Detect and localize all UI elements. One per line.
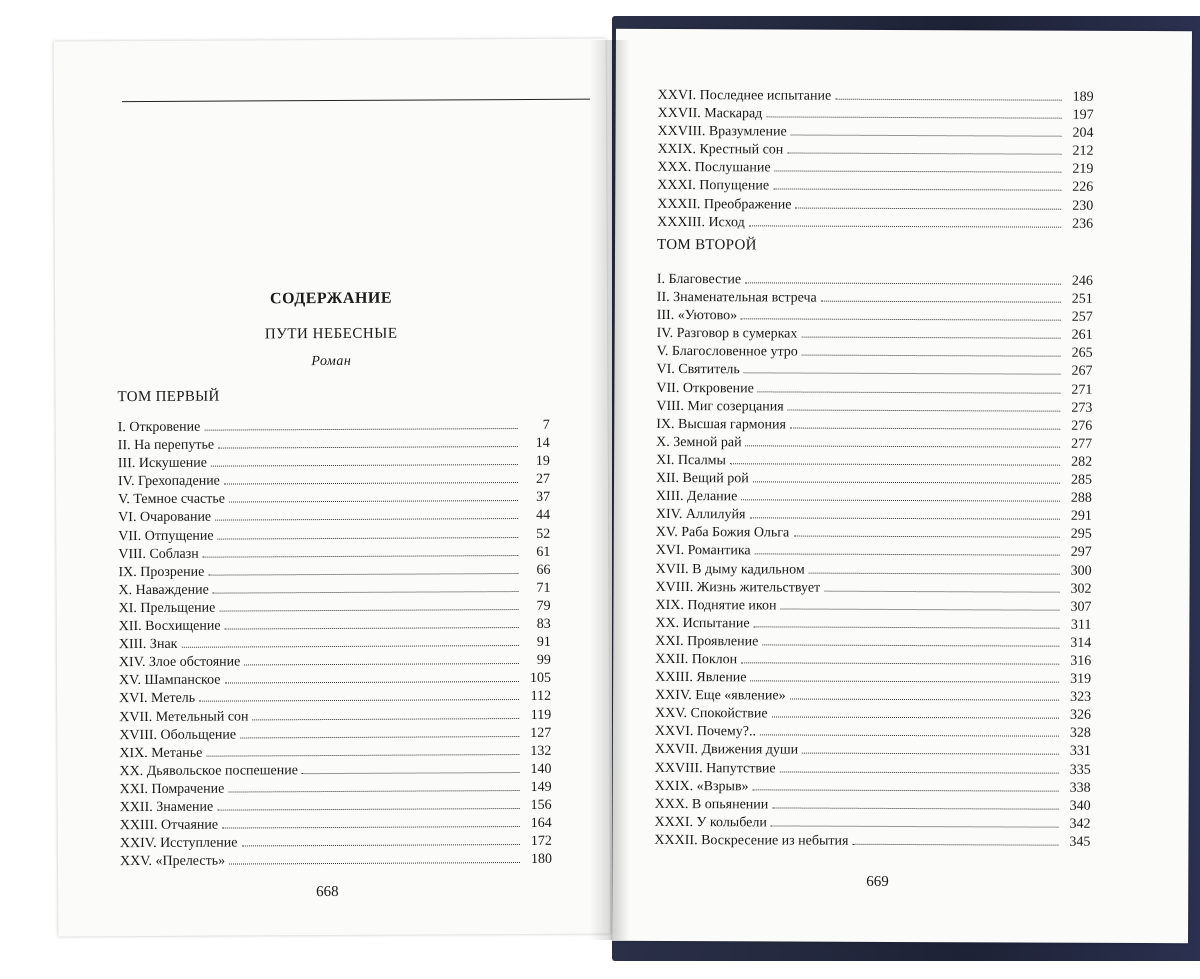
right-page: [612, 29, 1192, 944]
toc-entry: [657, 159, 1093, 179]
toc-entry-page: 127: [530, 725, 552, 741]
dot-leader: [852, 843, 1058, 846]
dot-leader: [749, 517, 1059, 520]
toc-entry-page: 44: [536, 508, 551, 524]
toc-entry-title: XXI. Помрачение: [119, 781, 225, 797]
toc-entry-title: XXIV. Исступление: [119, 835, 238, 852]
dot-leader: [181, 644, 518, 648]
toc-entry-page: 219: [1072, 162, 1094, 178]
dot-leader: [749, 224, 1061, 227]
dot-leader: [211, 463, 518, 467]
toc-entry: [119, 761, 551, 781]
toc-entry-page: 140: [530, 761, 552, 777]
toc-entry-page: 156: [530, 797, 552, 813]
toc-entry-page: 52: [536, 526, 551, 542]
toc-entry-title: XIX. Метанье: [119, 745, 203, 761]
toc-entry-page: 251: [1071, 291, 1093, 307]
dot-leader: [758, 390, 1061, 393]
toc-entry-page: 276: [1071, 418, 1093, 434]
toc-entry-title: XV. Шампанское: [118, 672, 221, 689]
toc-entry: [654, 832, 1090, 852]
toc-entry-page: 246: [1071, 273, 1093, 289]
dot-leader: [821, 300, 1061, 303]
toc-entry-page: 302: [1070, 581, 1092, 597]
dot-leader: [753, 788, 1059, 791]
toc-entry-page: 338: [1069, 780, 1091, 796]
toc-entry-page: 226: [1072, 180, 1094, 196]
toc-entry-page: 112: [530, 689, 552, 705]
dot-leader: [208, 572, 518, 576]
toc-entry-title: XII. Вещий рой: [655, 470, 749, 487]
toc-entry-title: XXXII. Воскресение из небытия: [654, 832, 849, 849]
toc-entry: [119, 743, 551, 763]
dot-leader: [802, 354, 1061, 357]
toc-entry-page: 164: [530, 815, 552, 832]
toc-entry: [655, 687, 1091, 707]
toc-entry: [655, 597, 1091, 617]
dot-leader: [753, 480, 1060, 483]
dot-leader: [218, 445, 518, 449]
dot-leader: [222, 825, 520, 829]
toc-entry-title: XV. Раба Божия Ольга: [655, 525, 790, 541]
toc-entry: [120, 833, 552, 853]
toc-entry-page: 323: [1070, 689, 1092, 705]
toc-entry-title: VIII. Соблазн: [118, 546, 199, 562]
toc-entry: [657, 271, 1093, 291]
toc-entry-page: 291: [1070, 508, 1092, 525]
toc-entry-title: XXIX. Крестный сон: [657, 142, 784, 158]
dot-leader: [755, 553, 1060, 556]
toc-entry: [656, 470, 1092, 490]
toc-entry-page: 197: [1072, 107, 1094, 123]
toc-entry: [654, 814, 1090, 834]
toc-entry-title: II. На перепутье: [117, 437, 215, 454]
toc-entry-title: I. Благовестие: [656, 271, 742, 288]
toc-entry: [655, 615, 1091, 635]
toc-entry-page: 79: [536, 598, 551, 614]
dot-leader: [217, 807, 519, 811]
toc-entry: [118, 453, 550, 473]
dot-leader: [787, 152, 1061, 155]
dot-leader: [225, 626, 519, 630]
dot-leader: [730, 462, 1060, 465]
toc-entry-page: 282: [1071, 454, 1093, 470]
dot-leader: [244, 662, 519, 665]
toc-entry: [655, 669, 1091, 689]
dot-leader: [204, 427, 517, 431]
toc-entry: [118, 525, 550, 545]
toc-entry: [118, 435, 550, 455]
toc-entry-title: XXII. Поклон: [655, 651, 738, 668]
toc-entry-page: 14: [535, 435, 550, 452]
toc-entry: [119, 670, 551, 690]
dot-leader: [746, 444, 1061, 447]
toc-entry-title: III. Искушение: [117, 455, 208, 472]
toc-entry-title: XXIII. Отчаяние: [119, 817, 219, 834]
toc-entry-page: 19: [535, 454, 550, 470]
toc-entry: [118, 544, 550, 564]
toc-entry-page: 180: [530, 852, 552, 868]
toc-entry: [119, 706, 551, 726]
toc-entry-page: 295: [1070, 527, 1092, 543]
left-page: [54, 39, 611, 937]
toc-entry: [655, 633, 1091, 653]
toc-entry-page: 314: [1070, 635, 1092, 651]
dot-leader: [253, 717, 520, 720]
toc-entry-page: 271: [1071, 382, 1093, 398]
toc-entry-page: 326: [1069, 707, 1092, 724]
toc-entry-page: 230: [1072, 198, 1094, 214]
toc-entry-page: 37: [536, 490, 551, 506]
dot-leader: [760, 734, 1059, 737]
toc-entry-page: 297: [1070, 545, 1092, 561]
toc-entry-title: XXX. Послушание: [657, 160, 771, 176]
toc-entry-page: 340: [1069, 798, 1091, 814]
toc-entry-title: V. Благословенное утро: [656, 344, 798, 360]
toc-entry-page: 331: [1069, 744, 1091, 760]
dot-leader: [203, 554, 519, 558]
dot-leader: [741, 661, 1059, 664]
toc-entry-title: XXV. Спокойствие: [654, 706, 768, 722]
toc-entry-title: XXXIII. Исход: [657, 214, 745, 230]
toc-entry-title: XXI. Проявление: [655, 633, 759, 650]
toc-entry: [656, 560, 1092, 580]
toc-entry-title: IX. Прозрение: [118, 564, 205, 580]
toc-entry-page: 71: [536, 580, 551, 596]
dot-leader: [771, 824, 1059, 827]
toc-entry-title: XXVII. Движения души: [654, 742, 799, 758]
toc-entry: [658, 105, 1094, 125]
toc-list-volume-one: [118, 417, 552, 872]
dot-leader: [775, 170, 1062, 173]
toc-entry-page: 61: [536, 544, 551, 560]
dot-leader: [219, 608, 518, 612]
toc-entry: [655, 741, 1091, 761]
toc-entry: [655, 651, 1091, 671]
toc-entry: [119, 652, 551, 672]
toc-list-volume-two: [654, 271, 1093, 852]
dot-leader: [766, 115, 1061, 118]
toc-entry-title: XXIX. «Взрыв»: [654, 778, 749, 794]
toc-entry: [120, 797, 552, 817]
dot-leader: [754, 625, 1060, 628]
toc-entry-page: 189: [1072, 89, 1094, 105]
toc-entry-page: 273: [1071, 400, 1093, 416]
toc-entry: [119, 616, 551, 636]
toc-entry-title: III. «Уютово»: [656, 308, 738, 324]
toc-entry-title: II. Знаменательная встреча: [656, 290, 817, 306]
toc-entry: [118, 417, 550, 437]
toc-entry: [656, 506, 1092, 526]
dot-leader: [228, 789, 519, 793]
toc-entry-page: 300: [1070, 563, 1092, 579]
dot-leader: [824, 589, 1059, 592]
dot-leader: [772, 806, 1058, 809]
toc-entry: [655, 705, 1091, 725]
dot-leader: [225, 680, 520, 684]
toc-entry: [120, 851, 552, 871]
dot-leader: [741, 498, 1060, 501]
dot-leader: [745, 281, 1061, 284]
toc-entry-page: 335: [1069, 762, 1091, 778]
toc-entry-title: V. Темное счастье: [118, 491, 226, 508]
toc-entry-title: IV. Грехопадение: [117, 473, 220, 490]
toc-entry-page: 257: [1071, 309, 1093, 326]
toc-entry: [656, 416, 1092, 436]
toc-entry-title: XXX. В опьянении: [654, 796, 769, 813]
toc-entry: [657, 177, 1093, 197]
toc-entry-title: XXIII. Явление: [655, 669, 747, 686]
novel-title: ПУТИ НЕБЕСНЫЕ: [264, 325, 398, 343]
dot-leader: [781, 607, 1060, 610]
toc-entry: [656, 524, 1092, 544]
dot-leader: [835, 98, 1061, 101]
volume-two-title: ТОМ ВТОРОЙ: [657, 236, 757, 254]
toc-entry-page: 285: [1070, 472, 1093, 488]
toc-entry: [656, 361, 1092, 381]
toc-entry-title: XXVI. Почему?..: [654, 724, 757, 740]
toc-entry-page: 204: [1072, 125, 1094, 142]
toc-entry: [655, 778, 1091, 798]
toc-entry-title: XVI. Романтика: [655, 543, 751, 559]
toc-entry: [657, 195, 1093, 215]
dot-leader: [206, 753, 519, 757]
toc-entry: [119, 634, 551, 654]
toc-entry-page: 342: [1069, 816, 1091, 832]
toc-entry-title: XXVIII. Напутствие: [654, 760, 776, 776]
toc-entry-title: XX. Дьявольское поспешение: [119, 762, 298, 779]
dot-leader: [809, 571, 1060, 574]
toc-entry-page: 99: [536, 653, 551, 669]
dot-leader: [741, 317, 1061, 320]
contents-heading: СОДЕРЖАНИЕ: [269, 289, 393, 308]
toc-entry: [656, 488, 1092, 508]
toc-entry: [657, 289, 1093, 309]
toc-entry: [118, 580, 550, 600]
toc-entry-page: 267: [1071, 364, 1093, 380]
toc-entry-title: I. Откровение: [117, 419, 201, 436]
toc-entry: [118, 562, 550, 582]
toc-entry: [118, 489, 550, 509]
toc-entry-title: X. Наваждение: [118, 582, 209, 598]
dot-leader: [224, 481, 518, 485]
toc-entry-title: XXXI. Попущение: [657, 178, 770, 194]
volume-one-title: ТОМ ПЕРВЫЙ: [117, 388, 220, 406]
dot-leader: [788, 408, 1061, 411]
dot-leader: [772, 716, 1059, 719]
dot-leader: [780, 770, 1059, 773]
dot-leader: [762, 643, 1059, 646]
toc-entry-title: VIII. Миг созерцания: [656, 398, 784, 415]
toc-entry-title: XXXII. Преображение: [657, 196, 792, 213]
toc-entry: [657, 307, 1093, 327]
toc-entry-page: 91: [536, 634, 551, 651]
toc-entry: [656, 398, 1092, 418]
dot-leader: [218, 536, 519, 540]
toc-entry-title: XXVI. Последнее испытание: [657, 87, 832, 104]
toc-entry-page: 149: [530, 779, 552, 795]
toc-entry-title: VI. Очарование: [118, 510, 212, 526]
toc-entry: [655, 723, 1091, 743]
toc-entry-title: XI. Псалмы: [656, 452, 727, 469]
toc-entry-title: XVI. Метель: [119, 691, 196, 707]
toc-entry-page: 119: [530, 707, 552, 723]
dot-leader: [773, 188, 1061, 191]
dot-leader: [793, 535, 1060, 538]
toc-entry-page: 307: [1070, 599, 1092, 615]
toc-entry: [656, 379, 1092, 399]
toc-list-volume-one-continued: [657, 87, 1094, 234]
toc-entry-title: XI. Прельщение: [118, 600, 216, 617]
toc-entry-title: XXII. Знамение: [119, 799, 214, 816]
toc-entry: [656, 579, 1092, 599]
dot-leader: [229, 499, 518, 503]
dot-leader: [751, 679, 1060, 682]
toc-entry: [118, 471, 550, 491]
toc-entry-title: XVIII. Жизнь жительствует: [655, 579, 821, 596]
toc-entry: [658, 123, 1094, 143]
toc-entry-page: 261: [1071, 328, 1093, 344]
toc-entry-title: VII. Отпущение: [118, 528, 214, 544]
toc-entry-title: XXVII. Маскарад: [657, 106, 763, 122]
toc-entry: [119, 598, 551, 618]
toc-entry-page: 345: [1069, 834, 1091, 850]
toc-entry: [657, 325, 1093, 345]
toc-entry-title: X. Земной рай: [656, 434, 742, 451]
top-rule: [122, 99, 590, 102]
toc-entry-page: 319: [1070, 671, 1092, 687]
dot-leader: [801, 336, 1060, 339]
dot-leader: [791, 134, 1062, 137]
genre-label: Роман: [311, 353, 352, 370]
toc-entry-page: 316: [1070, 653, 1092, 669]
toc-entry: [657, 141, 1093, 161]
dot-leader: [790, 426, 1060, 429]
toc-entry-title: VII. Откровение: [656, 380, 754, 396]
toc-entry: [655, 796, 1091, 816]
toc-entry-title: XIII. Знак: [118, 636, 178, 653]
toc-entry-page: 236: [1072, 216, 1094, 232]
dot-leader: [790, 698, 1060, 701]
toc-entry-title: XVII. В дыму кадильном: [655, 561, 805, 578]
dot-leader: [240, 735, 519, 738]
toc-entry: [118, 507, 550, 527]
toc-entry-title: XIV. Аллилуйя: [655, 507, 746, 523]
toc-entry-title: XVII. Метельный сон: [119, 708, 249, 725]
toc-entry-page: 328: [1069, 726, 1091, 742]
toc-entry-title: XXV. «Прелесть»: [119, 853, 226, 870]
toc-entry-page: 172: [530, 834, 552, 850]
toc-entry-title: XX. Испытание: [655, 615, 750, 632]
toc-entry-page: 66: [536, 562, 551, 578]
toc-entry-title: IV. Разговор в сумерках: [656, 326, 798, 342]
toc-entry: [656, 542, 1092, 562]
toc-entry: [120, 815, 552, 835]
toc-entry-title: XII. Восхищение: [118, 618, 221, 635]
page-number-right: 669: [866, 873, 889, 890]
toc-entry-title: XXVIII. Вразумление: [657, 124, 787, 140]
toc-entry: [655, 759, 1091, 779]
dot-leader: [795, 206, 1061, 209]
dot-leader: [302, 771, 520, 774]
dot-leader: [213, 590, 519, 594]
dot-leader: [802, 752, 1059, 755]
toc-entry-title: XXXI. У колыбели: [654, 814, 767, 831]
toc-entry-title: VI. Святитель: [656, 362, 740, 378]
toc-entry-title: IX. Высшая гармония: [656, 416, 787, 433]
toc-entry: [119, 688, 551, 708]
toc-entry-page: 7: [542, 417, 550, 433]
dot-leader: [229, 861, 520, 865]
toc-entry-page: 265: [1071, 346, 1093, 362]
toc-entry-page: 105: [529, 671, 552, 687]
toc-entry: [657, 214, 1093, 234]
toc-entry: [656, 434, 1092, 454]
toc-entry-title: XVIII. Обольщение: [119, 727, 237, 743]
dot-leader: [215, 517, 518, 521]
toc-entry-title: XIX. Поднятие икон: [655, 597, 777, 614]
dot-leader: [241, 843, 519, 846]
toc-entry: [656, 452, 1092, 472]
toc-entry-page: 212: [1072, 144, 1094, 160]
toc-entry-title: XXIV. Еще «явление»: [655, 688, 786, 704]
toc-entry: [119, 724, 551, 744]
page-number-left: 668: [316, 883, 339, 901]
toc-entry-page: 311: [1070, 617, 1092, 633]
toc-entry: [657, 343, 1093, 363]
dot-leader: [199, 698, 519, 702]
toc-entry-page: 132: [530, 743, 552, 759]
toc-entry-title: XIII. Делание: [655, 489, 738, 505]
toc-entry-title: XIV. Злое обстояние: [118, 654, 241, 671]
toc-entry-page: 83: [536, 616, 551, 632]
toc-entry: [120, 779, 552, 799]
dot-leader: [744, 372, 1061, 375]
toc-entry-page: 288: [1070, 490, 1092, 506]
toc-entry: [658, 87, 1094, 107]
toc-entry-page: 277: [1071, 436, 1093, 452]
toc-entry-page: 27: [535, 472, 551, 488]
